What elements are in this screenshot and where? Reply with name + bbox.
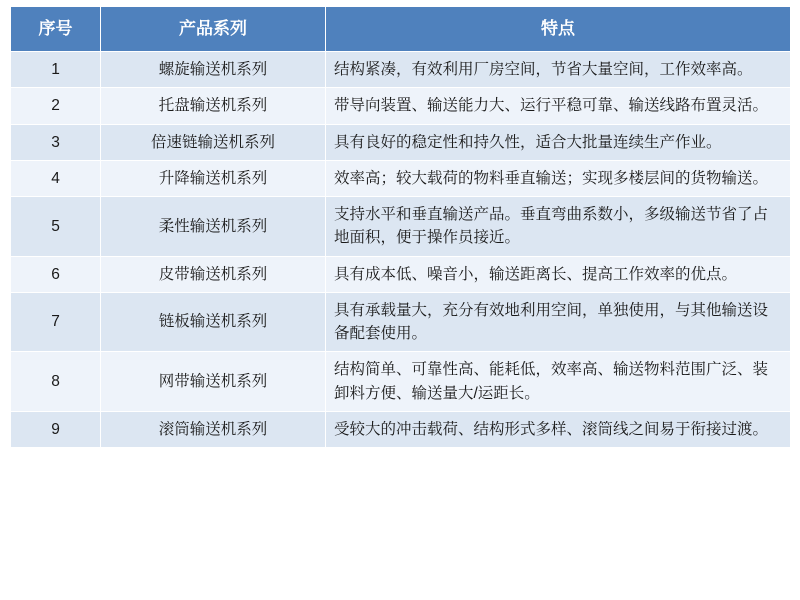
cell-product-series: 倍速链输送机系列 <box>101 124 326 160</box>
cell-product-series: 滚筒输送机系列 <box>101 411 326 447</box>
cell-feature: 具有良好的稳定性和持久性，适合大批量连续生产作业。 <box>326 124 791 160</box>
cell-product-series: 升降输送机系列 <box>101 160 326 196</box>
cell-feature: 带导向装置、输送能力大、运行平稳可靠、输送线路布置灵活。 <box>326 88 791 124</box>
cell-no: 8 <box>11 352 101 412</box>
product-table-container <box>10 6 790 448</box>
cell-product-series: 螺旋输送机系列 <box>101 52 326 88</box>
cell-no: 1 <box>11 52 101 88</box>
table-row <box>11 292 791 352</box>
cell-no: 2 <box>11 88 101 124</box>
cell-no: 4 <box>11 160 101 196</box>
cell-feature: 具有承载量大，充分有效地利用空间，单独使用，与其他输送设备配套使用。 <box>326 292 791 352</box>
column-header-no: 序号 <box>11 7 101 52</box>
table-header-row <box>11 7 791 52</box>
cell-feature: 具有成本低、噪音小，输送距离长、提高工作效率的优点。 <box>326 256 791 292</box>
table-row <box>11 88 791 124</box>
cell-product-series: 皮带输送机系列 <box>101 256 326 292</box>
cell-no: 5 <box>11 197 101 257</box>
table-row <box>11 124 791 160</box>
cell-product-series: 托盘输送机系列 <box>101 88 326 124</box>
table-header <box>11 7 791 52</box>
column-header-features: 特点 <box>326 7 791 52</box>
cell-product-series: 柔性输送机系列 <box>101 197 326 257</box>
cell-feature: 效率高；较大载荷的物料垂直输送；实现多楼层间的货物输送。 <box>326 160 791 196</box>
cell-product-series: 网带输送机系列 <box>101 352 326 412</box>
cell-no: 3 <box>11 124 101 160</box>
cell-product-series: 链板输送机系列 <box>101 292 326 352</box>
cell-feature: 结构简单、可靠性高、能耗低，效率高、输送物料范围广泛、装卸料方便、输送量大/运距长。 <box>326 352 791 412</box>
table-row <box>11 160 791 196</box>
table-body <box>11 52 791 448</box>
column-header-product-series: 产品系列 <box>101 7 326 52</box>
cell-no: 7 <box>11 292 101 352</box>
table-row <box>11 411 791 447</box>
table-row <box>11 352 791 412</box>
cell-feature: 支持水平和垂直输送产品。垂直弯曲系数小，多级输送节省了占地面积，便于操作员接近。 <box>326 197 791 257</box>
cell-no: 6 <box>11 256 101 292</box>
product-series-table <box>10 6 791 448</box>
table-row <box>11 52 791 88</box>
table-row <box>11 197 791 257</box>
table-row <box>11 256 791 292</box>
cell-no: 9 <box>11 411 101 447</box>
cell-feature: 受较大的冲击载荷、结构形式多样、滚筒线之间易于衔接过渡。 <box>326 411 791 447</box>
cell-feature: 结构紧凑，有效利用厂房空间，节省大量空间，工作效率高。 <box>326 52 791 88</box>
